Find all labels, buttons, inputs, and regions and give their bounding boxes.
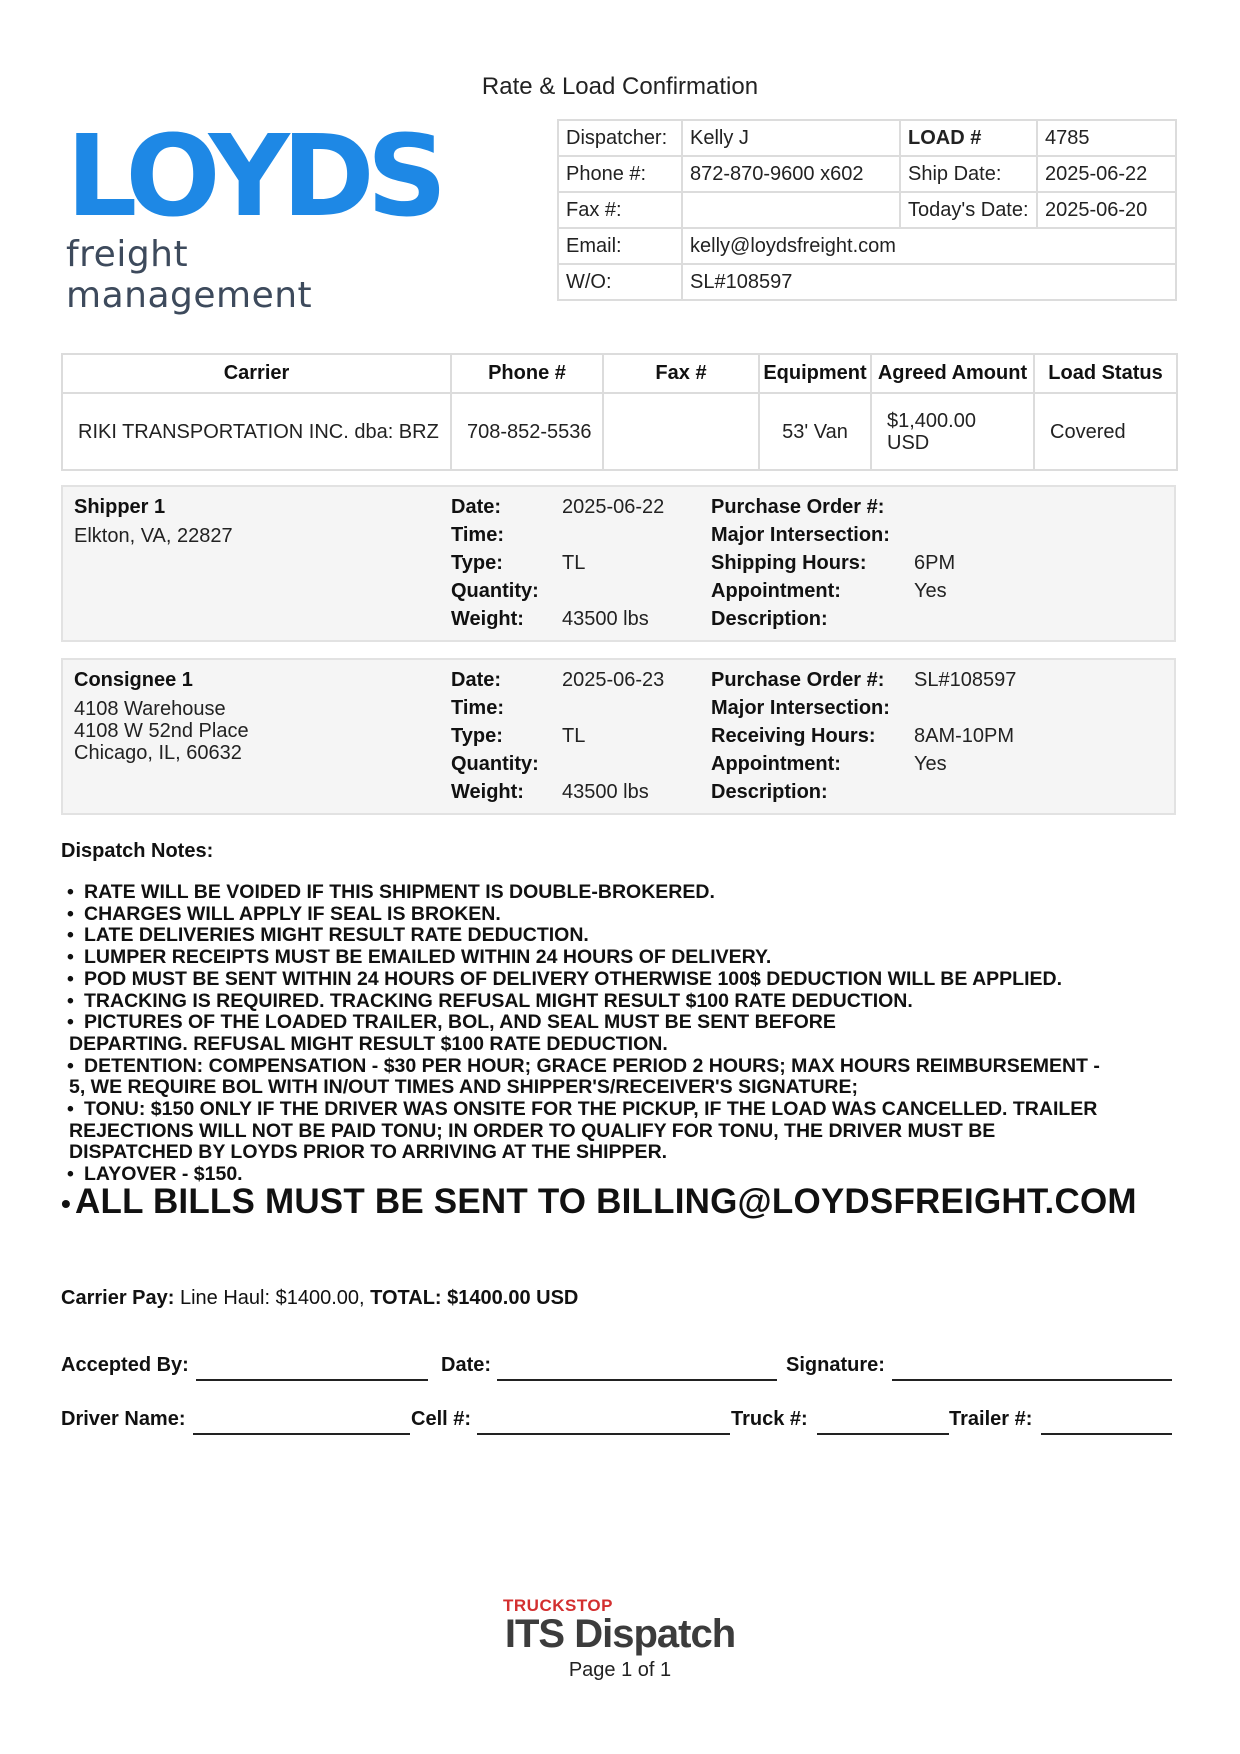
load-label: LOAD #	[900, 120, 1037, 156]
shipper-type-label: Type:	[451, 552, 503, 574]
note-item: • POD MUST BE SENT WITHIN 24 HOURS OF DELIVERY OTHERWISE 100$ DEDUCTION WILL BE APPLIED.	[61, 969, 1151, 991]
fax-header: Fax #	[603, 354, 759, 393]
note-continuation: REJECTIONS WILL NOT BE PAID TONU; IN ORDER TO QUALIFY FOR TONU, THE DRIVER MUST BE	[69, 1119, 996, 1142]
info-row	[558, 156, 1176, 192]
note-continuation: DEPARTING. REFUSAL MIGHT RESULT $100 RATE DEDUCTION.	[69, 1032, 668, 1055]
driver-name-label: Driver Name:	[61, 1408, 186, 1430]
consignee-intersection-label: Major Intersection:	[711, 697, 890, 719]
note-item: • LAYOVER - $150.	[61, 1164, 1151, 1186]
consignee-address-line: Chicago, IL, 60632	[74, 742, 242, 764]
trailer-field[interactable]	[1041, 1433, 1172, 1435]
note-item: • CHARGES WILL APPLY IF SEAL IS BROKEN.	[61, 904, 1151, 926]
line-haul: Line Haul: $1400.00,	[179, 1287, 365, 1309]
consignee-po: SL#108597	[914, 669, 1017, 691]
carrier-header: Carrier	[62, 354, 451, 393]
dispatch-notes-title: Dispatch Notes:	[61, 840, 214, 862]
consignee-weight: 43500 lbs	[562, 781, 649, 803]
loyds-logo	[66, 112, 446, 316]
shipper-date-label: Date:	[451, 496, 502, 518]
date-field[interactable]	[497, 1379, 777, 1381]
truck-field[interactable]	[817, 1433, 949, 1435]
shipper-time-label: Time:	[451, 524, 504, 546]
carrier-equipment: 53' Van	[759, 393, 871, 470]
driver-name-field[interactable]	[193, 1433, 410, 1435]
consignee-address-line: 4108 W 52nd Place	[74, 720, 249, 742]
note-continuation: 5, WE REQUIRE BOL WITH IN/OUT TIMES AND SHIPPER'S/RECEIVER'S SIGNATURE;	[69, 1076, 858, 1099]
bullet-icon: •	[61, 1188, 72, 1219]
logo-wordmark: LOYDS	[66, 112, 440, 242]
its-dispatch-logo: ITS Dispatch	[504, 1612, 736, 1656]
shipper-intersection-label: Major Intersection:	[711, 524, 890, 546]
phone-label: Phone #:	[558, 156, 682, 192]
consignee-quantity-label: Quantity:	[451, 753, 539, 775]
wo-value: SL#108597	[682, 264, 1176, 300]
phone-header: Phone #	[451, 354, 603, 393]
shipper-po-label: Purchase Order #:	[711, 496, 885, 518]
consignee-time-label: Time:	[451, 697, 504, 719]
consignee-title: Consignee 1	[74, 669, 193, 691]
trailer-label: Trailer #:	[949, 1408, 1033, 1430]
info-row	[558, 120, 1176, 156]
note-item: • DETENTION: COMPENSATION - $30 PER HOUR; GRACE PERIOD 2 HOURS; MAX HOURS REIMBURSEMENT -	[61, 1056, 1151, 1078]
note-item: • TONU: $150 ONLY IF THE DRIVER WAS ONSITE FOR THE PICKUP, IF THE LOAD WAS CANCELLED. TRAILER	[61, 1099, 1151, 1121]
shipper-quantity-label: Quantity:	[451, 580, 539, 602]
cell-field[interactable]	[477, 1433, 730, 1435]
consignee-appointment: Yes	[914, 753, 947, 775]
accepted-by-label: Accepted By:	[61, 1354, 189, 1376]
note-item: • RATE WILL BE VOIDED IF THIS SHIPMENT IS DOUBLE-BROKERED.	[61, 882, 1151, 904]
date-label: Date:	[441, 1354, 492, 1376]
equipment-header: Equipment	[759, 354, 871, 393]
dispatch-notes-list	[61, 882, 1151, 1186]
fax-label: Fax #:	[558, 192, 682, 228]
total-label: TOTAL:	[370, 1287, 442, 1309]
email-label: Email:	[558, 228, 682, 264]
logo-tagline: freight management	[66, 234, 313, 316]
consignee-description-label: Description:	[711, 781, 828, 803]
carrier-status: Covered	[1034, 393, 1177, 470]
carrier-header-row	[62, 354, 1177, 393]
carrier-pay	[61, 1287, 578, 1310]
consignee-po-label: Purchase Order #:	[711, 669, 885, 691]
consignee-hours-label: Receiving Hours:	[711, 725, 876, 747]
shipper-appointment: Yes	[914, 580, 947, 602]
note-item: • TRACKING IS REQUIRED. TRACKING REFUSAL MIGHT RESULT $100 RATE DEDUCTION.	[61, 991, 1151, 1013]
accepted-by-field[interactable]	[196, 1379, 428, 1381]
carrier-pay-label: Carrier Pay:	[61, 1287, 175, 1309]
billing-note-text: ALL BILLS MUST BE SENT TO BILLING@LOYDSFREIGHT.COM	[75, 1182, 1137, 1221]
carrier-table	[61, 353, 1178, 471]
consignee-date-label: Date:	[451, 669, 502, 691]
cell-label: Cell #:	[411, 1408, 472, 1430]
consignee-weight-label: Weight:	[451, 781, 524, 803]
consignee-hours: 8AM-10PM	[914, 725, 1015, 747]
truck-label: Truck #:	[731, 1408, 808, 1430]
consignee-panel	[61, 658, 1176, 815]
shipper-title: Shipper 1	[74, 496, 166, 518]
signature-field[interactable]	[892, 1379, 1172, 1381]
ship-date-label: Ship Date:	[900, 156, 1037, 192]
ship-date-value: 2025-06-22	[1037, 156, 1176, 192]
shipper-address: Elkton, VA, 22827	[74, 525, 233, 547]
note-item: • LATE DELIVERIES MIGHT RESULT RATE DEDUCTION.	[61, 925, 1151, 947]
dispatcher-label: Dispatcher:	[558, 120, 682, 156]
billing-note	[61, 1182, 1137, 1222]
shipper-description-label: Description:	[711, 608, 828, 630]
note-item: • PICTURES OF THE LOADED TRAILER, BOL, AND SEAL MUST BE SENT BEFORE	[61, 1012, 1151, 1034]
info-row	[558, 228, 1176, 264]
carrier-row	[62, 393, 1177, 470]
today-date-label: Today's Date:	[900, 192, 1037, 228]
note-continuation: DISPATCHED BY LOYDS PRIOR TO ARRIVING AT THE SHIPPER.	[69, 1141, 668, 1164]
info-row	[558, 264, 1176, 300]
note-item: • LUMPER RECEIPTS MUST BE EMAILED WITHIN 24 HOURS OF DELIVERY.	[61, 947, 1151, 969]
load-value: 4785	[1037, 120, 1176, 156]
dispatcher-info-table	[557, 119, 1177, 301]
consignee-appointment-label: Appointment:	[711, 753, 841, 775]
shipper-appointment-label: Appointment:	[711, 580, 841, 602]
consignee-address-line: 4108 Warehouse	[74, 698, 226, 720]
consignee-type-label: Type:	[451, 725, 503, 747]
document-title: Rate & Load Confirmation	[481, 73, 759, 100]
total-value: $1400.00 USD	[447, 1287, 579, 1309]
agreed-amount-header: Agreed Amount	[871, 354, 1034, 393]
shipper-weight-label: Weight:	[451, 608, 524, 630]
shipper-weight: 43500 lbs	[562, 608, 649, 630]
shipper-hours-label: Shipping Hours:	[711, 552, 867, 574]
info-row	[558, 192, 1176, 228]
signature-label: Signature:	[786, 1354, 885, 1376]
carrier-amount: $1,400.00 USD	[871, 393, 1034, 470]
consignee-date: 2025-06-23	[562, 669, 665, 691]
phone-value: 872-870-9600 x602	[682, 156, 900, 192]
shipper-date: 2025-06-22	[562, 496, 665, 518]
carrier-name: RIKI TRANSPORTATION INC. dba: BRZ	[62, 393, 451, 470]
consignee-address	[74, 698, 249, 764]
dispatcher-value: Kelly J	[682, 120, 900, 156]
today-date-value: 2025-06-20	[1037, 192, 1176, 228]
truckstop-logo-text: TRUCKSTOP	[503, 1596, 613, 1615]
email-value[interactable]: kelly@loydsfreight.com	[682, 228, 1176, 264]
shipper-type: TL	[562, 552, 586, 574]
carrier-fax	[603, 393, 759, 470]
carrier-phone: 708-852-5536	[451, 393, 603, 470]
fax-value	[682, 192, 900, 228]
load-status-header: Load Status	[1034, 354, 1177, 393]
wo-label: W/O:	[558, 264, 682, 300]
shipper-panel	[61, 485, 1176, 642]
shipper-hours: 6PM	[914, 552, 956, 574]
page-number: Page 1 of 1	[568, 1659, 672, 1681]
consignee-type: TL	[562, 725, 586, 747]
